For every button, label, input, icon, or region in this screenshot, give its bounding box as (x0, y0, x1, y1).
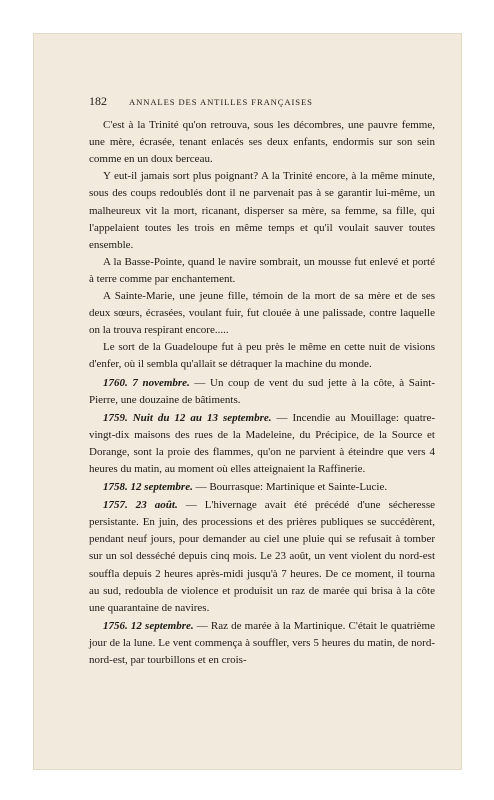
entry-date: 1756. 12 septembre. (103, 619, 194, 632)
running-head: ANNALES DES ANTILLES FRANÇAISES (129, 97, 313, 107)
paragraph (89, 339, 435, 373)
paragraph-text: — Raz de marée à la Martinique. C'était le quatrième jour de la lune. Le vent commença à souffler, vers 5 heures du matin, de nord-nord-est, par tourbillons et en crois- (89, 619, 435, 666)
page-header (89, 93, 435, 111)
chronicle-entry (89, 497, 435, 617)
page-number: 182 (89, 94, 107, 108)
paragraph-text: C'est à la Trinité qu'on retrouva, sous les décombres, une pauvre femme, une mère, écrasée, tenant enlacés ses deux enfants, endormis sur son sein comme en un doux berceau. (89, 119, 435, 166)
entry-date: 1757. 23 août. (103, 499, 178, 512)
paragraph (89, 168, 435, 253)
chronicle-entry (89, 618, 435, 669)
paragraph-text: — L'hivernage avait été précédé d'une sécheresse persistante. En juin, des processions et des prières publiques se succédèrent, pendant neuf jours, pour demander au ciel une pluie qui se refusait à tomber sur un sol desséché depuis cinq mois. Le 23 août, un vent violent du nord-est souffla depuis 2 heures après-midi jusqu'à 7 heures. De ce moment, il tourna au sud, redoubla de violence et produisit un raz de marée qui brisa à la côte une quarantaine de navires. (89, 499, 435, 614)
chronicle-entry (89, 375, 435, 409)
chronicle-entry (89, 410, 435, 478)
paragraph-text: A Sainte-Marie, une jeune fille, témoin de la mort de sa mère et de ses deux sœurs, écrasées, voulant fuir, fut clouée à une palissade, contre laquelle on la trouva respirant encore..... (89, 290, 435, 337)
paragraph-text: — Incendie au Mouillage: quatre-vingt-dix maisons des rues de la Madeleine, du Précipice, de la Source et Dorange, sont la proie des flammes, qu'on ne parvient à éteindre que vers 4 heures du matin, au moment où elles atteignaient la Raffinerie. (89, 411, 435, 475)
book-page (33, 33, 462, 770)
paragraph (89, 117, 435, 168)
paragraph-text: — Un coup de vent du sud jette à la côte, à Saint-Pierre, une douzaine de bâtiments. (89, 376, 435, 406)
entry-date: 1760. 7 novembre. (103, 376, 190, 389)
paragraph-text: Y eut-il jamais sort plus poignant? A la Trinité encore, à la même minute, sous des coups redoublés dont il ne parvenait pas à se garantir lui-même, un malheureux vit la mort, ricanant, disperser sa mère, sa femme, sa fille, qui l'appelaient toutes les trois en même temps et qu'il voulait sauver toutes ensemble. (89, 170, 435, 251)
chronicle-entry (89, 479, 435, 496)
page-body (89, 117, 435, 669)
page-text (89, 93, 435, 669)
entry-date: 1759. Nuit du 12 au 13 septembre. (103, 411, 272, 424)
paragraph (89, 254, 435, 288)
entry-date: 1758. 12 septembre. (103, 481, 193, 494)
paragraph-text: Le sort de la Guadeloupe fut à peu près le même en cette nuit de visions d'enfer, où il sembla qu'allait se détraquer la machine du monde. (89, 341, 435, 371)
paragraph-text: — Bourrasque: Martinique et Sainte-Lucie. (192, 481, 388, 494)
paragraph-text: A la Basse-Pointe, quand le navire sombrait, un mousse fut enlevé et porté à terre comme par enchantement. (89, 255, 435, 285)
paragraph (89, 288, 435, 339)
